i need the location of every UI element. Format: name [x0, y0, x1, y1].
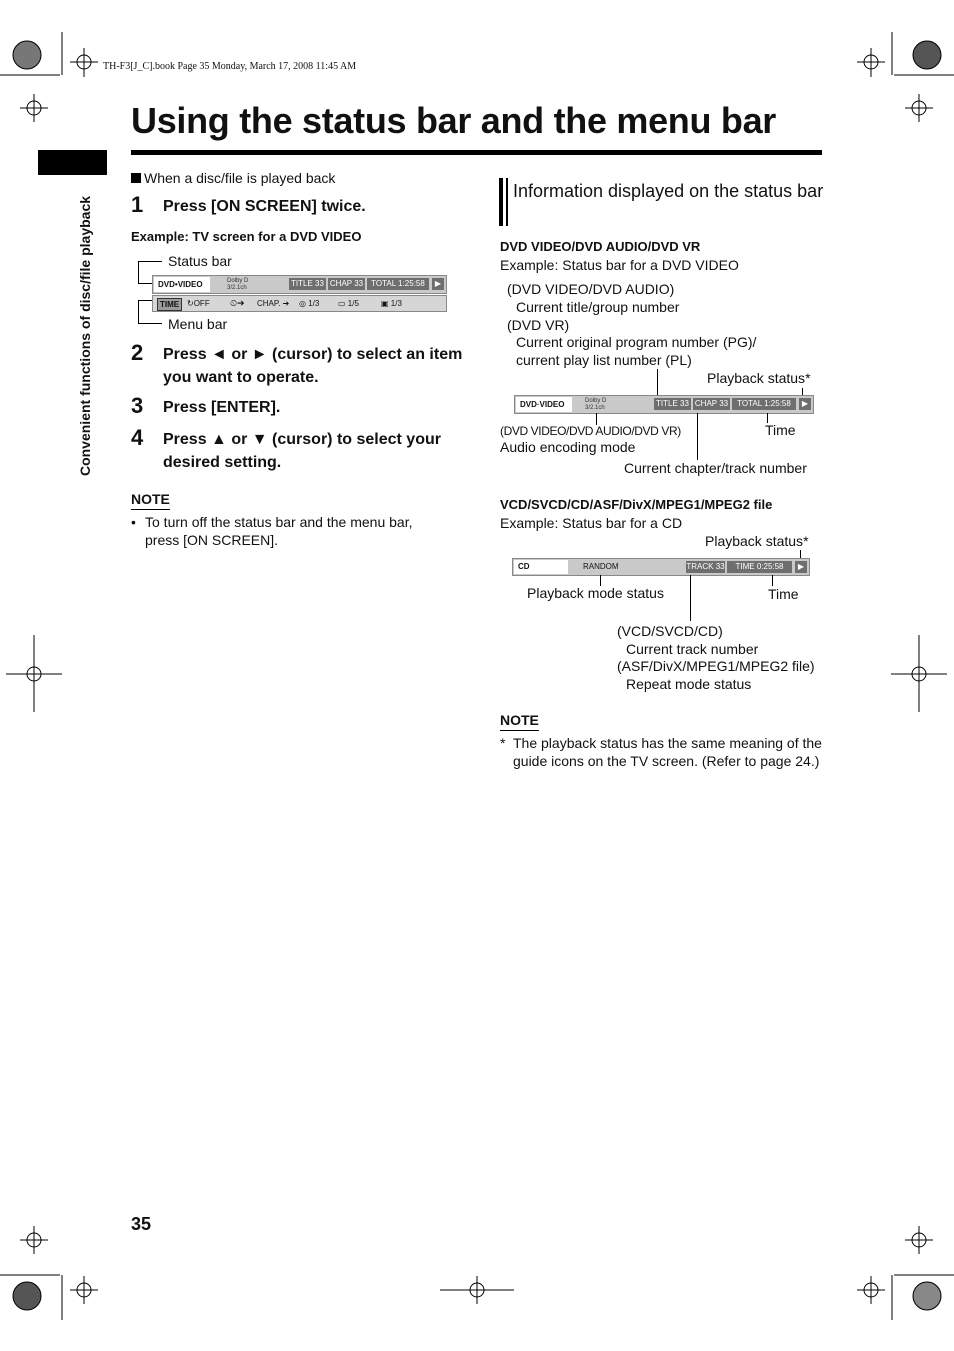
dvd-line: (DVD VR)	[507, 317, 570, 333]
title-segment: TITLE 33	[654, 398, 691, 410]
total-segment: TOTAL 1:25:58	[732, 398, 796, 410]
vcd-line: Repeat mode status	[626, 676, 752, 692]
step-text: Press ▲ or ▼ (cursor) to select your desired setting.	[163, 431, 441, 471]
step-text: Press [ON SCREEN] twice.	[163, 198, 366, 215]
menu-subtitle: ▭ 1/5	[338, 299, 359, 308]
menu-audio: ◎ 1/3	[299, 299, 320, 308]
play-icon: ▶	[432, 278, 444, 290]
chapter-label: Current chapter/track number	[624, 460, 807, 476]
print-header: TH-F3[J_C].book Page 35 Monday, March 17, 2008 11:45 AM	[103, 61, 357, 72]
status-bar-label: Status bar	[168, 253, 232, 269]
dvd-heading: DVD VIDEO/DVD AUDIO/DVD VR	[500, 239, 701, 254]
section-title: Information displayed on the status bar	[513, 181, 824, 201]
side-tab	[38, 150, 107, 175]
vcd-line: (VCD/SVCD/CD)	[617, 623, 723, 639]
step-text: Press [ENTER].	[163, 399, 281, 416]
step-number: 4	[131, 425, 144, 450]
note-item	[131, 513, 431, 549]
playback-status-text: Playback status	[705, 533, 804, 549]
note-heading: NOTE	[500, 712, 539, 731]
total-segment: TOTAL 1:25:58	[367, 278, 429, 290]
step-number: 3	[131, 393, 144, 418]
menu-time: TIME	[157, 298, 182, 311]
dvd-line: (DVD VIDEO/DVD AUDIO)	[507, 281, 675, 297]
dvd-line: Current title/group number	[516, 299, 680, 315]
vcd-line: Current track number	[626, 641, 759, 657]
vcd-example: Example: Status bar for a CD	[500, 515, 683, 531]
bullet-square-icon	[131, 173, 141, 183]
playback-status-label	[707, 370, 811, 386]
step-number: 2	[131, 340, 144, 365]
playback-mode-label: Playback mode status	[527, 585, 664, 601]
time-label: Time	[768, 586, 799, 602]
title-segment: TITLE 33	[289, 278, 326, 290]
asterisk: *	[500, 735, 506, 751]
playback-status-text: Playback status	[707, 370, 806, 386]
playback-status-label	[705, 533, 809, 549]
side-label: Convenient functions of disc/file playback	[77, 195, 93, 477]
menu-chapter: CHAP. ➔	[257, 299, 290, 308]
audio-label: Audio encoding mode	[500, 439, 636, 455]
section-marker	[499, 178, 503, 226]
status-bar-graphic	[152, 275, 447, 294]
menu-timer-icon: ⏲➔	[230, 298, 245, 308]
audio-format: Dolby D	[585, 398, 607, 404]
dvd-example: Example: Status bar for a DVD VIDEO	[500, 257, 739, 273]
menu-angle-value: 1/3	[390, 299, 402, 308]
dvd-status-bar-graphic	[514, 395, 814, 414]
menu-angle: ▣ 1/3	[381, 299, 402, 308]
page-title: Using the status bar and the menu bar	[131, 100, 777, 141]
time-segment: TIME 0:25:58	[727, 561, 792, 573]
dvd-line: current play list number (PL)	[516, 352, 692, 368]
disc-type: DVD·VIDEO	[516, 397, 572, 412]
play-icon: ▶	[799, 398, 811, 410]
chapter-segment: CHAP 33	[329, 279, 364, 288]
vcd-heading: VCD/SVCD/CD/ASF/DivX/MPEG1/MPEG2 file	[500, 497, 773, 512]
audio-note: (DVD VIDEO/DVD AUDIO/DVD VR)	[500, 424, 681, 438]
track-segment: TRACK 33	[686, 562, 725, 571]
menu-bar-label: Menu bar	[168, 316, 228, 332]
vcd-line: (ASF/DivX/MPEG1/MPEG2 file)	[617, 658, 815, 674]
menu-audio-value: 1/3	[308, 299, 320, 308]
play-icon: ▶	[795, 561, 807, 573]
disc-type: CD	[514, 560, 568, 574]
menu-subtitle-value: 1/5	[347, 299, 359, 308]
playback-mode: RANDOM	[583, 562, 619, 571]
page-number: 35	[131, 1214, 152, 1234]
menu-bar-graphic	[152, 295, 447, 312]
repeat-off: OFF	[193, 299, 210, 308]
intro-line	[131, 170, 335, 186]
step-text: Press ◄ or ► (cursor) to select an item you want to operate.	[163, 346, 463, 386]
example-label: Example: TV screen for a DVD VIDEO	[131, 229, 362, 244]
disc-type: DVD•VIDEO	[154, 277, 210, 292]
chapter-segment: CHAP 33	[694, 399, 729, 408]
audio-channels: 3/2.1ch	[227, 285, 247, 291]
bullet-dot-icon: •	[131, 514, 136, 530]
audio-channels: 3/2.1ch	[585, 405, 605, 411]
dvd-line: Current original program number (PG)/	[516, 334, 757, 350]
note-text: To turn off the status bar and the menu bar, press [ON SCREEN].	[145, 514, 413, 548]
note-heading: NOTE	[131, 491, 170, 510]
menu-repeat: ↻OFF	[187, 299, 210, 308]
menu-chap-label: CHAP.	[257, 299, 281, 308]
title-rule	[131, 150, 822, 155]
note-text: The playback status has the same meaning of the guide icons on the TV screen. (Refer to page 24.)	[513, 735, 822, 769]
note-item	[500, 734, 825, 770]
audio-format: Dolby D	[227, 278, 249, 284]
step-number: 1	[131, 192, 144, 217]
asterisk: *	[803, 533, 809, 549]
cd-status-bar-graphic	[512, 558, 810, 576]
asterisk: *	[805, 370, 811, 386]
time-label: Time	[765, 422, 796, 438]
section-marker	[506, 178, 508, 226]
intro-text: When a disc/file is played back	[144, 170, 336, 186]
